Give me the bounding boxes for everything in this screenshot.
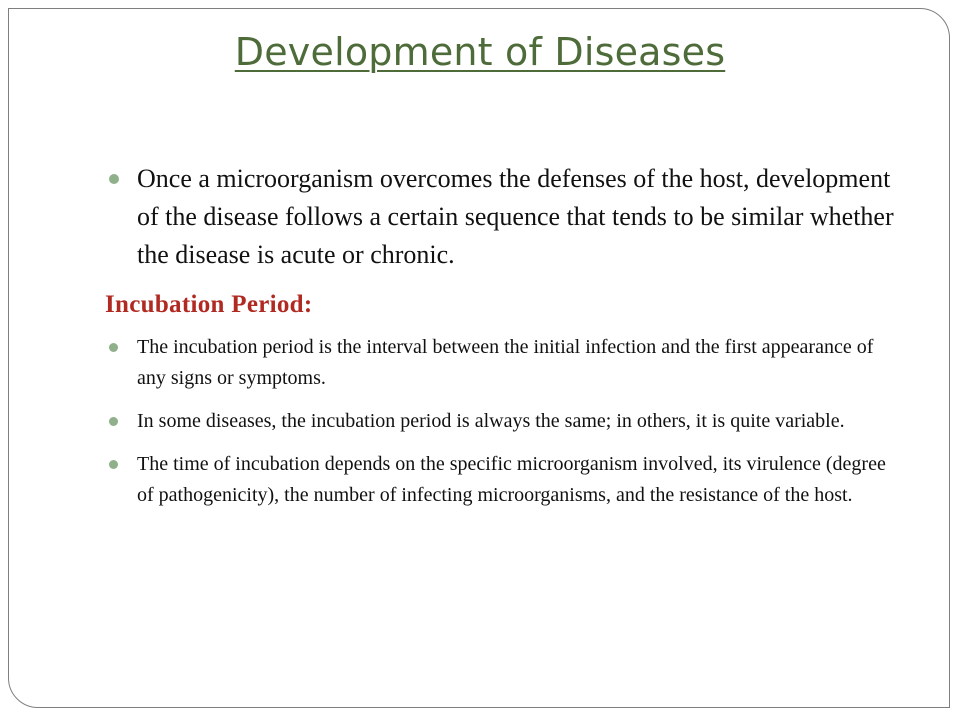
bullet-dot-icon xyxy=(109,460,118,469)
section-heading: Incubation Period: xyxy=(105,291,313,318)
intro-bullet-text: Once a microorganism overcomes the defenses of the host, development of the disease follows a certain sequence that tends to be similar whether the disease is acute or chronic. xyxy=(137,164,894,269)
slide-title: Development of Diseases xyxy=(234,30,726,74)
sub-bullet-text: The incubation period is the interval between the initial infection and the first appearance of any signs or symptoms. xyxy=(137,336,874,389)
bullet-dot-icon xyxy=(109,343,118,352)
sub-bullet-text: In some diseases, the incubation period is always the same; in others, it is quite variable. xyxy=(137,410,845,432)
sub-bullet xyxy=(105,406,895,437)
sub-bullet xyxy=(105,332,895,394)
intro-bullet xyxy=(105,160,895,274)
bullet-dot-icon xyxy=(109,174,119,184)
bullet-dot-icon xyxy=(109,417,118,426)
sub-bullet-list xyxy=(105,332,895,511)
sub-bullet-text: The time of incubation depends on the specific microorganism involved, its virulence (degree of pathogenicity), the number of infecting microorganisms, and the resistance of the host. xyxy=(137,453,886,506)
sub-bullet xyxy=(105,449,895,511)
slide-content xyxy=(105,160,895,523)
